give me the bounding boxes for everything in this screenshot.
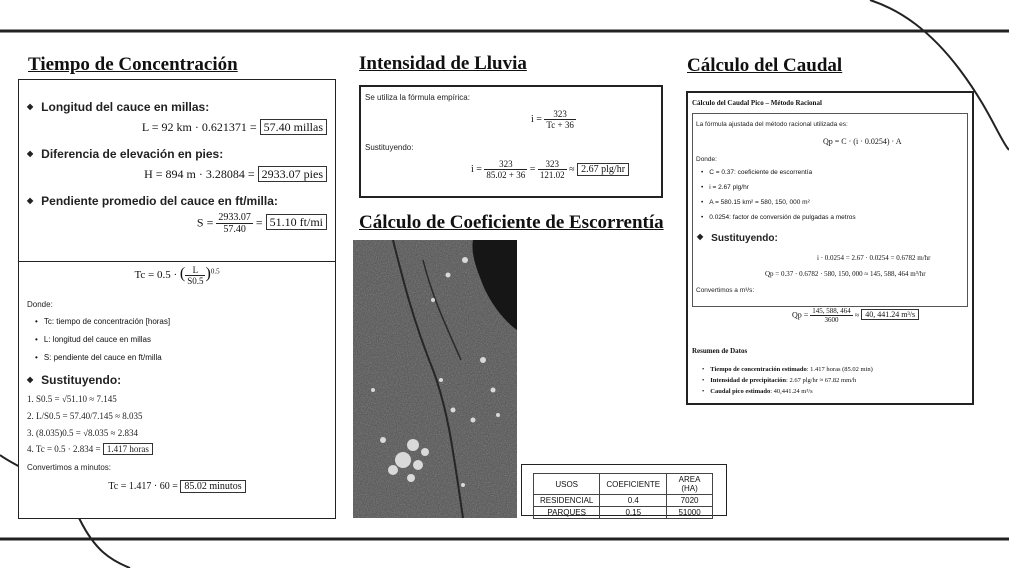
tiempo-def1: • Tc: tiempo de concentración [horas] <box>35 317 327 326</box>
tiempo-item3-result: 51.10 ft/mi <box>266 214 327 230</box>
coeficiente-title: Cálculo de Coeficiente de Escorrentía <box>359 212 664 233</box>
caudal-final: Qp = $\frac{145, 588, 464}{3600}$ ≈ 40, 441.24 m³/s <box>792 307 919 324</box>
intensidad-title: Intensidad de Lluvia <box>359 53 527 74</box>
caudal-summary-item1: • Tiempo de concentración estimado: 1.417 horas (85.02 min) <box>702 366 873 373</box>
table-cell: 51000 <box>667 507 713 519</box>
tiempo-step4: 4. Tc = 0.5 · 2.834 = 1.417 horas <box>27 444 327 454</box>
intensidad-formula: i = $\frac{323}{Tc + 36}$ <box>531 109 574 130</box>
table-cell: PARQUES <box>534 507 600 519</box>
intensidad-line1: Se utiliza la fórmula empírica: <box>365 93 470 102</box>
table-header: AREA (HA) <box>667 474 713 495</box>
tiempo-step3: 3. (8.035)0.5 = √8.035 ≈ 2.834 <box>27 428 138 438</box>
tiempo-panel <box>18 79 336 519</box>
tiempo-item2-label: ◆ Diferencia de elevación en pies: <box>27 147 327 161</box>
caudal-summary-item2: • Intensidad de precipitación: 2.67 plg/hr ≈ 67.82 mm/h <box>702 377 856 384</box>
tiempo-item3-label: ◆ Pendiente promedio del cauce en ft/milla: <box>27 194 327 208</box>
caudal-calc2: Qp = 0.37 · 0.6782 · 580, 150, 000 ≈ 145, 588, 464 m³/hr <box>765 270 926 278</box>
caudal-summary-item3: • Caudal pico estimado: 40,441.24 m³/s <box>702 388 813 395</box>
tiempo-formula: Tc = 0.5 · ( $\frac{L}{S0.5}$ )$^{0.5}$ <box>134 265 220 286</box>
intensidad-line2: Sustituyendo: <box>365 143 414 152</box>
table-row <box>534 495 713 507</box>
satellite-image <box>353 240 517 518</box>
caudal-def3: • A = 580.15 km² = 580, 150, 000 m² <box>701 199 810 206</box>
caudal-sust: ◆ Sustituyendo: <box>697 232 778 244</box>
tiempo-convert: Convertimos a minutos: <box>27 463 112 472</box>
tiempo-item3-equation: S = $\frac{2933.07}{57.40}$ = 51.10 ft/mi <box>27 212 327 235</box>
caudal-formula: Qp = C · (i · 0.0254) · A <box>823 137 902 146</box>
caudal-summary-title: Resumen de Datos <box>692 347 748 355</box>
intensidad-substitution: i = $\frac{323}{85.02 + 36}$ = $\frac{323}{121.02}$ ≈ 2.67 plg/hr <box>471 159 629 180</box>
tiempo-item2-equation: H = 894 m · 3.28084 = 2933.07 pies <box>27 167 327 182</box>
tiempo-item1-result: 57.40 millas <box>260 119 327 135</box>
tiempo-top-section <box>27 86 327 254</box>
table-cell: RESIDENCIAL <box>534 495 600 507</box>
tiempo-step2: 2. L/S0.5 = 57.40/7.145 ≈ 8.035 <box>27 411 143 421</box>
caudal-final-result: 40, 441.24 m³/s <box>861 309 919 320</box>
caudal-calc1: i · 0.0254 = 2.67 · 0.0254 = 0.6782 m/hr <box>817 254 931 262</box>
tiempo-item2-result: 2933.07 pies <box>258 166 327 182</box>
tiempo-title: Tiempo de Concentración <box>28 54 238 75</box>
coeficiente-table <box>533 473 713 519</box>
tiempo-item1-equation: L = 92 km · 0.621371 = 57.40 millas <box>27 120 327 135</box>
intensidad-result: 2.67 plg/hr <box>577 163 629 176</box>
tiempo-sust: ◆ Sustituyendo: <box>27 373 327 387</box>
coeficiente-table-panel <box>521 464 727 516</box>
table-cell: 0.15 <box>600 507 667 519</box>
caudal-panel-title: Cálculo del Caudal Pico – Método Racional <box>692 99 822 107</box>
table-cell: 7020 <box>667 495 713 507</box>
caudal-title: Cálculo del Caudal <box>687 55 843 76</box>
caudal-def2: • i = 2.67 plg/hr <box>701 184 749 191</box>
tiempo-step4-result: 1.417 horas <box>103 443 153 455</box>
tiempo-bottom-section <box>27 265 327 492</box>
table-header: USOS <box>534 474 600 495</box>
tiempo-step1: 1. S0.5 = √51.10 ≈ 7.145 <box>27 394 117 404</box>
caudal-def1: • C = 0.37: coeficiente de escorrentía <box>701 169 812 176</box>
caudal-def4: • 0.0254: factor de conversión de pulgadas a metros <box>701 214 856 221</box>
tiempo-final: Tc = 1.417 · 60 = 85.02 minutos <box>27 481 327 492</box>
caudal-convert: Convertimos a m³/s: <box>696 287 755 294</box>
caudal-panel <box>686 91 974 405</box>
tiempo-final-result: 85.02 minutos <box>180 480 245 493</box>
tiempo-def2: • L: longitud del cauce en millas <box>35 335 327 344</box>
intensidad-panel <box>359 85 663 198</box>
table-header: COEFICIENTE <box>600 474 667 495</box>
caudal-intro: La fórmula ajustada del método racional utilizada es: <box>696 121 848 128</box>
tiempo-def3: • S: pendiente del cauce en ft/milla <box>35 353 327 362</box>
caudal-donde: Donde: <box>696 156 717 163</box>
table-row <box>534 507 713 519</box>
tiempo-donde: Donde: <box>27 300 53 309</box>
tiempo-item1-label: ◆ Longitud del cauce en millas: <box>27 100 327 114</box>
table-cell: 0.4 <box>600 495 667 507</box>
caudal-inner-box <box>692 113 968 307</box>
table-header-row <box>534 474 713 495</box>
